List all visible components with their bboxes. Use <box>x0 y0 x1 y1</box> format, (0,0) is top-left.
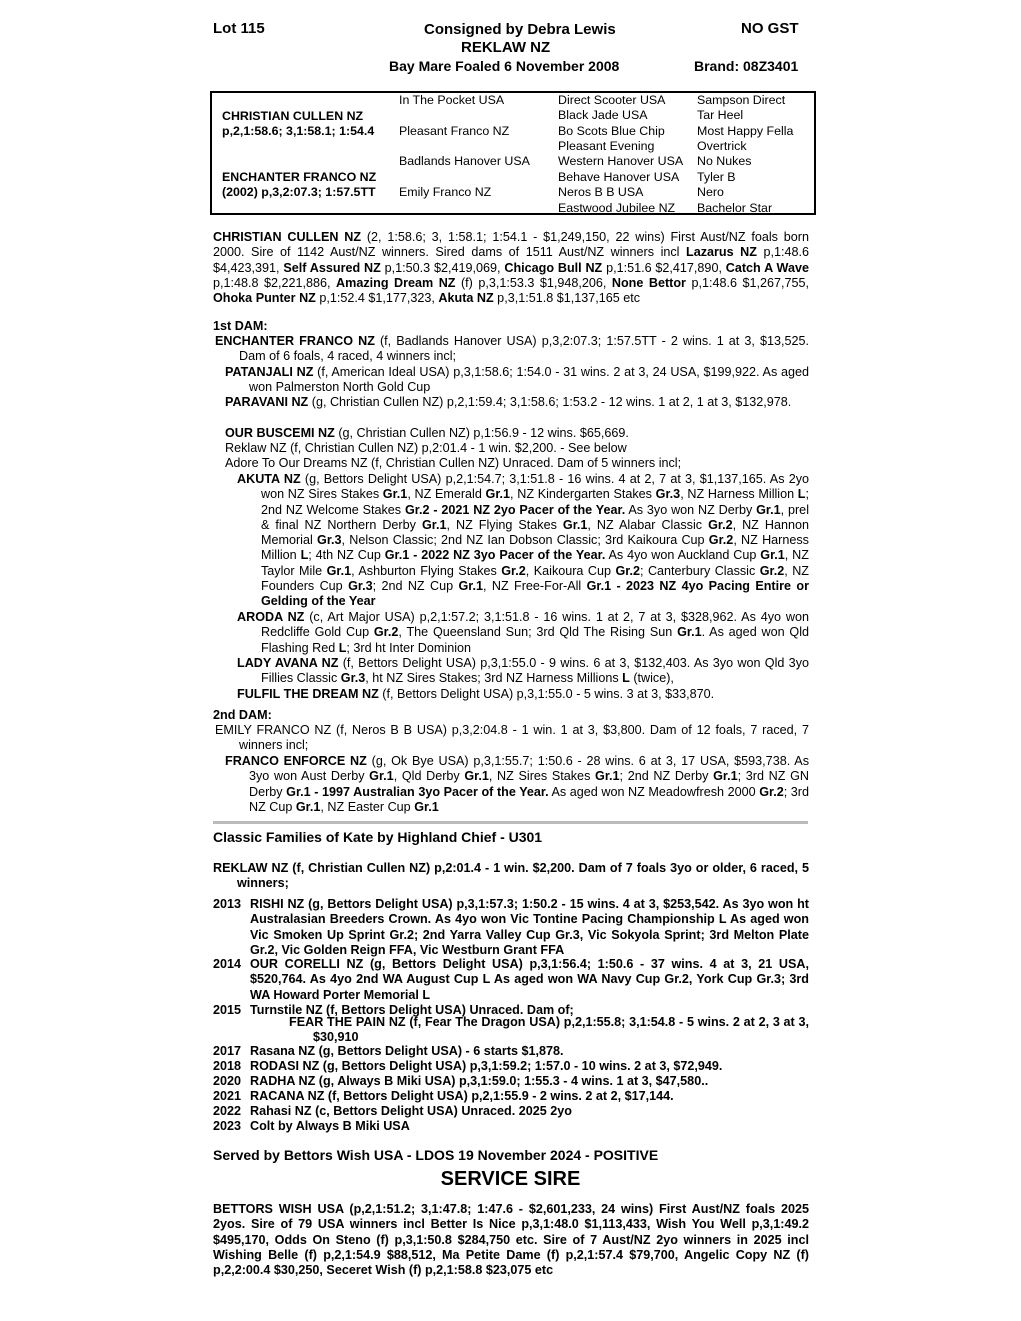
first-dam-heading: 1st DAM: <box>213 319 268 333</box>
second-dam-entry: EMILY FRANCO NZ (f, Neros B B USA) p,3,2:04.8 - 1 win. 1 at 3, $3,800. Dam of 12 foals, 7 raced, 7 winners incl; <box>215 723 809 753</box>
pedigree-g2: Pleasant Franco NZ <box>399 124 510 138</box>
foal-franco-enforce: FRANCO ENFORCE NZ (g, Ok Bye USA) p,3,1:55.7; 1:50.6 - 28 wins. 6 at 3, 17 USA, $593,738. As 3yo won Aust Derby Gr.1, Qld Derby Gr.1, NZ Sires Stakes Gr.1; 2nd NZ Derby Gr.1; 3rd NZ GN Derby Gr.1 - 1997 Australian 3yo Pacer of the Year. As aged won NZ Meadowfresh 2000 Gr.2; 3rd NZ Cup Gr.1, NZ Easter Cup Gr.1 <box>225 754 809 814</box>
produce-row: 2013 RISHI NZ (g, Bettors Delight USA) p,3,1:57.3; 1:50.2 - 15 wins. 4 at 3, $253,542. As 3yo won ht Australasian Breeders Crown. As 4yo won Vic Tontine Pacing Championship L As aged won Vic Smoken Up Sprint Gr.2; 2nd Yarra Valley Cup Gr.3, Vic Sokyola Sprint; 3rd Melton Plate Gr.2, Vic Golden Reign FFA, Vic Westburn Grant FFA <box>213 897 809 957</box>
family-heading: Classic Families of Kate by Highland Chief - U301 <box>213 829 543 845</box>
grandfoal-akuta: AKUTA NZ (g, Bettors Delight USA) p,2,1:54.7; 3,1:51.8 - 16 wins. 4 at 2, 7 at 3, $1,137,165. As 2yo won NZ Sires Stakes Gr.1, NZ Emerald Gr.1, NZ Kindergarten Stakes Gr.3, NZ Harness Million L; 2nd NZ Welcome Stakes Gr.2 - 2021 NZ 2yo Pacer of the Year. As 3yo won NZ Derby Gr.1, prel & final NZ Northern Derby Gr.1, NZ Flying Stakes Gr.1, NZ Alabar Classic Gr.2, NZ Hannon Memorial Gr.3, Nelson Classic; 2nd NZ Ian Dobson Classic; 3rd Kaikoura Cup Gr.2, NZ Harness Million L; 4th NZ Cup Gr.1 - 2022 NZ 3yo Pacer of the Year. As 4yo won Auckland Cup Gr.1, NZ Taylor Mile Gr.1, Ashburton Flying Stakes Gr.2, Kaikoura Cup Gr.2; Canterbury Classic Gr.2, NZ Founders Cup Gr.3; 2nd NZ Cup Gr.1, NZ Free-For-All Gr.1 - 2023 NZ 4yo Pacing Entire or Gelding of the Year <box>237 472 810 609</box>
lot-number: Lot 115 <box>213 20 265 37</box>
produce-row: 2018 RODASI NZ (g, Bettors Delight USA) p,3,1:59.2; 1:57.0 - 10 wins. 2 at 3, $72,949. <box>213 1059 723 1073</box>
pedigree-g4: Overtrick <box>697 139 747 153</box>
produce-row: 2021 RACANA NZ (f, Bettors Delight USA) p,2,1:55.9 - 2 wins. 2 at 2, $17,144. <box>213 1089 674 1103</box>
section-divider <box>213 821 808 824</box>
gst-status: NO GST <box>741 20 799 37</box>
foal-paravani: PARAVANI NZ (g, Christian Cullen NZ) p,2,1:59.4; 3,1:58.6; 1:53.2 - 12 wins. 1 at 2, 1 at 3, $132,978. <box>225 395 792 409</box>
pedigree-g4: Bachelor Star <box>697 201 773 215</box>
pedigree-g3: Behave Hanover USA <box>558 170 680 184</box>
pedigree-g3: Bo Scots Blue Chip <box>558 124 665 138</box>
pedigree-g2: Emily Franco NZ <box>399 185 492 199</box>
horse-description: Bay Mare Foaled 6 November 2008 <box>389 58 620 74</box>
horse-name: REKLAW NZ <box>461 39 551 56</box>
pedigree-g2: In The Pocket USA <box>399 93 505 107</box>
pedigree-g4: No Nukes <box>697 154 752 168</box>
pedigree-g3: Black Jade USA <box>558 108 648 122</box>
pedigree-g2: Badlands Hanover USA <box>399 154 530 168</box>
first-dam-entry: ENCHANTER FRANCO NZ (f, Badlands Hanover USA) p,3,2:07.3; 1:57.5TT - 2 wins. 1 at 3, $13,525. Dam of 6 foals, 4 raced, 4 winners incl; <box>215 334 809 364</box>
brand: Brand: 08Z3401 <box>694 58 799 74</box>
produce-row: 2015 Turnstile NZ (f, Bettors Delight USA) Unraced. Dam of; <box>213 1003 574 1017</box>
foal-our-buscemi: OUR BUSCEMI NZ (g, Christian Cullen NZ) p,1:56.9 - 12 wins. $65,669. <box>225 426 629 440</box>
pedigree-dam: ENCHANTER FRANCO NZ <box>222 170 377 184</box>
pedigree-g4: Nero <box>697 185 724 199</box>
pedigree-g3: Western Hanover USA <box>558 154 684 168</box>
pedigree-g4: Most Happy Fella <box>697 124 794 138</box>
produce-row: 2014 OUR CORELLI NZ (g, Bettors Delight USA) p,3,1:56.4; 1:50.6 - 37 wins. 4 at 3, 21 USA, $520,764. As 4yo 2nd WA August Cup L As aged won WA Navy Cup Gr.2, York Cup Gr.3; 3rd WA Howard Porter Memorial L <box>213 957 809 1002</box>
pedigree-g3: Direct Scooter USA <box>558 93 666 107</box>
pedigree-g3: Eastwood Jubilee NZ <box>558 201 676 215</box>
service-sire-summary: BETTORS WISH USA (p,2,1:51.2; 3,1:47.8; 1:47.6 - $2,601,233, 24 wins) First Aust/NZ foals 2025 2yos. Sire of 79 USA winners incl Better Is Nice p,3,1:48.0 $1,113,433, Wish You Well p,3,1:49.2 $495,170, Odds On Steno (f) p,3,1:50.8 $284,750 etc. Sire of 7 Aust/NZ 2yo winners in 2025 incl Wishing Belle (f) p,2,1:54.9 $88,512, Ma Petite Dame (f) p,2,1:57.4 $79,700, Angelic Copy NZ (f) p,2,2:00.4 $30,250, Seceret Wish (f) p,2,1:58.8 $23,075 etc <box>213 1202 809 1278</box>
pedigree-g4: Sampson Direct <box>697 93 786 107</box>
sire-summary: CHRISTIAN CULLEN NZ (2, 1:58.6; 3, 1:58.1; 1:54.1 - $1,249,150, 22 wins) First Aust/NZ foals born 2000. Sire of 1142 Aust/NZ winners. Sired dams of 1511 Aust/NZ winners incl Lazarus NZ p,1:48.6 $4,423,391, Self Assured NZ p,1:50.3 $2,419,069, Chicago Bull NZ p,1:51.6 $2,417,890, Catch A Wave p,1:48.8 $2,221,886, Amazing Dream NZ (f) p,3,1:53.3 $1,948,206, None Bettor p,1:48.6 $1,267,755, Ohoka Punter NZ p,1:52.4 $1,177,323, Akuta NZ p,3,1:51.8 $1,137,165 etc <box>213 230 809 306</box>
second-dam-heading: 2nd DAM: <box>213 708 272 722</box>
pedigree-g3: Pleasant Evening <box>558 139 655 153</box>
pedigree-sire: CHRISTIAN CULLEN NZ <box>222 109 364 123</box>
foal-adore-to-our-dreams: Adore To Our Dreams NZ (f, Christian Cullen NZ) Unraced. Dam of 5 winners incl; <box>225 456 682 470</box>
reklaw-produce-record: REKLAW NZ (f, Christian Cullen NZ) p,2:01.4 - 1 win. $2,200. Dam of 7 foals 3yo or older, 6 raced, 5 winners; <box>213 861 809 891</box>
produce-row: 2020 RADHA NZ (g, Always B Miki USA) p,3,1:59.0; 1:55.3 - 4 wins. 1 at 3, $47,580.. <box>213 1074 709 1088</box>
pedigree-g3: Neros B B USA <box>558 185 644 199</box>
produce-row: 2023 Colt by Always B Miki USA <box>213 1119 410 1133</box>
produce-row: 2022 Rahasi NZ (c, Bettors Delight USA) Unraced. 2025 2yo <box>213 1104 572 1118</box>
pedigree-g4: Tar Heel <box>697 108 744 122</box>
pedigree-dam-record: (2002) p,3,2:07.3; 1:57.5TT <box>222 185 376 199</box>
grandfoal-fulfil-the-dream: FULFIL THE DREAM NZ (f, Bettors Delight USA) p,3,1:55.0 - 5 wins. 3 at 3, $33,870. <box>237 687 715 701</box>
grandfoal-aroda: ARODA NZ (c, Art Major USA) p,2,1:57.2; 3,1:51.8 - 16 wins. 1 at 2, 7 at 3, $328,962. As 4yo won Redcliffe Gold Cup Gr.2, The Queensland Sun; 3rd Qld The Rising Sun Gr.1. As aged won Qld Flashing Red L; 3rd ht Inter Dominion <box>237 610 809 655</box>
grandfoal-lady-avana: LADY AVANA NZ (f, Bettors Delight USA) p,3,1:55.0 - 9 wins. 6 at 3, $132,403. As 3yo won Qld 3yo Fillies Classic Gr.3, ht NZ Sires Stakes; 3rd NZ Harness Millions L (twice), <box>237 656 809 686</box>
grandfoal-fear-the-pain: FEAR THE PAIN NZ (f, Fear The Dragon USA) p,2,1:55.8; 3,1:54.8 - 5 wins. 2 at 2, 3 at 3, $30,910 <box>289 1015 809 1045</box>
served-by-line: Served by Bettors Wish USA - LDOS 19 November 2024 - POSITIVE <box>213 1147 659 1163</box>
pedigree-g4: Tyler B <box>697 170 736 184</box>
pedigree-sire-record: p,2,1:58.6; 3,1:58.1; 1:54.4 <box>222 124 375 138</box>
consignor: Consigned by Debra Lewis <box>424 21 616 38</box>
produce-row: 2017 Rasana NZ (g, Bettors Delight USA) - 6 starts $1,878. <box>213 1044 564 1058</box>
service-sire-heading: SERVICE SIRE <box>440 1168 581 1190</box>
foal-reklaw: Reklaw NZ (f, Christian Cullen NZ) p,2:01.4 - 1 win. $2,200. - See below <box>225 441 627 455</box>
foal-patanjali: PATANJALI NZ (f, American Ideal USA) p,3,1:58.6; 1:54.0 - 31 wins. 2 at 3, 24 USA, $199,922. As aged won Palmerston North Gold Cup <box>225 365 810 395</box>
